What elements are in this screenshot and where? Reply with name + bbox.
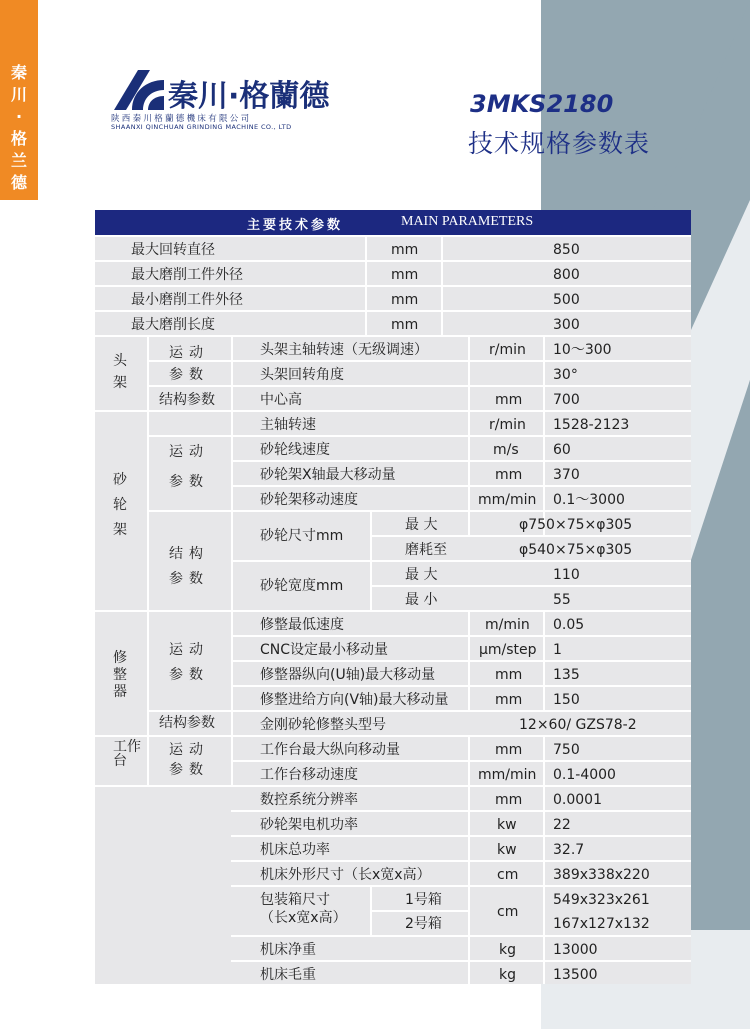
v-travel-value: 150 (553, 692, 580, 708)
side-brand-tab (0, 0, 38, 200)
wheel-spindle-unit: r/min (489, 417, 526, 433)
headstock-speed-name: 头架主轴转速（无级调速） (260, 342, 428, 358)
headstock-motion-label: 运动参数 (169, 345, 209, 383)
row-max-length-value: 300 (553, 317, 580, 333)
row-max-od-value: 800 (553, 267, 580, 283)
wheel-width-name: 砂轮宽度mm (260, 578, 344, 594)
pack-name: 包装箱尺寸 (260, 892, 330, 908)
table-travel-value: 750 (553, 742, 580, 758)
wheel-power-value: 22 (553, 817, 571, 833)
dresser-model-value: 12×60/ GZS78-2 (519, 717, 637, 733)
row-min-od-value: 500 (553, 292, 580, 308)
company-logo (108, 64, 348, 134)
table-travel-name: 工作台最大纵向移动量 (260, 742, 400, 758)
headstock-speed-value: 10～300 (553, 342, 612, 358)
center-height-unit: mm (495, 392, 523, 408)
dresser-structure-label: 结构参数 (159, 715, 215, 731)
u-travel-name: 修整器纵向(U轴)最大移动量 (260, 667, 436, 683)
row-max-od-unit: mm (391, 267, 419, 283)
v-travel-name: 修整进给方向(V轴)最大移动量 (260, 692, 449, 708)
wheel-linear-name: 砂轮线速度 (260, 442, 330, 458)
wheel-x-travel-name: 砂轮架X轴最大移动量 (260, 467, 396, 483)
wheel-linear-value: 60 (553, 442, 571, 458)
table-speed-value: 0.1-4000 (553, 767, 616, 783)
wheel-linear-unit: m/s (493, 442, 519, 458)
row-min-od-name: 最小磨削工件外径 (131, 292, 243, 308)
gross-weight-name: 机床毛重 (260, 967, 316, 983)
box1-value: 549x323x261 (553, 892, 650, 908)
wheel-spindle-name: 主轴转速 (260, 417, 316, 433)
group-wheelhead: 砂轮架 (113, 472, 127, 538)
logo-company-en: SHAANXI QINCHUAN GRINDING MACHINE CO., LTD (111, 123, 292, 131)
group-dresser: 修整器 (113, 650, 127, 700)
total-power-value: 32.7 (553, 842, 585, 858)
center-height-value: 700 (553, 392, 580, 408)
logo-mark-icon (110, 66, 166, 112)
wheel-x-travel-value: 370 (553, 467, 580, 483)
pack-unit: cm (497, 904, 519, 920)
wheel-size-name: 砂轮尺寸mm (260, 528, 344, 544)
net-weight-value: 13000 (553, 942, 598, 958)
dresser-motion-label: 运动参数 (169, 642, 209, 683)
u-travel-unit: mm (495, 667, 523, 683)
wheelhead-motion-label: 运动参数 (169, 444, 209, 490)
wheel-x-travel-unit: mm (495, 467, 523, 483)
wheel-power-unit: kw (497, 817, 517, 833)
row-max-swing-unit: mm (391, 242, 419, 258)
box1-label: 1号箱 (405, 892, 442, 908)
wheel-speed-value: 0.1～3000 (553, 492, 625, 508)
wheel-size-max-value: φ750×75×φ305 (519, 517, 633, 533)
wheel-width-max-value: 110 (553, 567, 580, 583)
net-weight-unit: kg (499, 942, 516, 958)
side-brand-text: 秦川 · 格兰德 (10, 63, 27, 192)
dresser-model-name: 金刚砂轮修整头型号 (260, 717, 386, 733)
dims-value: 389x338x220 (553, 867, 650, 883)
row-min-od-unit: mm (391, 292, 419, 308)
spec-table (95, 210, 691, 984)
headstock-speed-unit: r/min (489, 342, 526, 358)
table-speed-name: 工作台移动速度 (260, 767, 358, 783)
wheel-size-worn-value: φ540×75×φ305 (519, 542, 633, 558)
wheelhead-structure-label: 结构参数 (169, 546, 209, 587)
row-max-od-name: 最大磨削工件外径 (131, 267, 243, 283)
wheel-power-name: 砂轮架电机功率 (260, 817, 358, 833)
dims-unit: cm (497, 867, 519, 883)
dresser-min-speed-value: 0.05 (553, 617, 585, 633)
group-worktable: 工作台 (113, 739, 141, 769)
net-weight-name: 机床净重 (260, 942, 316, 958)
wheel-speed-unit: mm/min (478, 492, 537, 508)
cnc-min-value: 1 (553, 642, 562, 658)
total-power-unit: kw (497, 842, 517, 858)
cnc-min-name: CNC设定最小移动量 (260, 642, 389, 658)
row-max-length-name: 最大磨削长度 (131, 317, 215, 333)
cnc-min-unit: μm/step (479, 642, 537, 658)
box2-value: 167x127x132 (553, 916, 650, 932)
wheel-size-worn-label: 磨耗至 (405, 542, 447, 558)
center-height-name: 中心高 (260, 392, 302, 408)
wheel-width-min-label: 最 小 (405, 592, 438, 608)
header-cn: 主要技术参数 (247, 218, 344, 233)
gross-weight-value: 13500 (553, 967, 598, 983)
row-max-swing-name: 最大回转直径 (131, 242, 215, 258)
box2-label: 2号箱 (405, 916, 442, 932)
headstock-rotation-value: 30° (553, 367, 578, 383)
wheel-size-max-label: 最 大 (405, 517, 438, 533)
headstock-rotation-name: 头架回转角度 (260, 367, 344, 383)
model-number: 3MKS2180 (470, 90, 614, 118)
worktable-motion-label: 运动参数 (169, 742, 209, 778)
table-speed-unit: mm/min (478, 767, 537, 783)
headstock-structure-label: 结构参数 (159, 392, 215, 408)
dims-name: 机床外形尺寸（长x宽x高） (260, 867, 431, 883)
row-max-length-unit: mm (391, 317, 419, 333)
header-en: MAIN PARAMETERS (401, 214, 534, 229)
table-header (95, 210, 691, 235)
dresser-min-speed-name: 修整最低速度 (260, 617, 344, 633)
wheel-spindle-value: 1528-2123 (553, 417, 630, 433)
logo-brand-name: 秦川·格蘭德 (168, 79, 330, 114)
resolution-name: 数控系统分辨率 (260, 792, 358, 808)
logo-company-cn: 陕西秦川格蘭德機床有限公司 (111, 114, 252, 124)
pack-name-dims: （长x宽x高） (260, 910, 347, 926)
group-headstock: 头架 (113, 353, 127, 391)
wheel-width-max-label: 最 大 (405, 567, 438, 583)
wheel-speed-name: 砂轮架移动速度 (260, 492, 358, 508)
resolution-value: 0.0001 (553, 792, 602, 808)
v-travel-unit: mm (495, 692, 523, 708)
u-travel-value: 135 (553, 667, 580, 683)
dresser-min-speed-unit: m/min (485, 617, 530, 633)
total-power-name: 机床总功率 (260, 842, 330, 858)
wheel-width-min-value: 55 (553, 592, 571, 608)
resolution-unit: mm (495, 792, 523, 808)
page-title: 技术规格参数表 (468, 129, 651, 158)
row-max-swing-value: 850 (553, 242, 580, 258)
table-travel-unit: mm (495, 742, 523, 758)
gross-weight-unit: kg (499, 967, 516, 983)
